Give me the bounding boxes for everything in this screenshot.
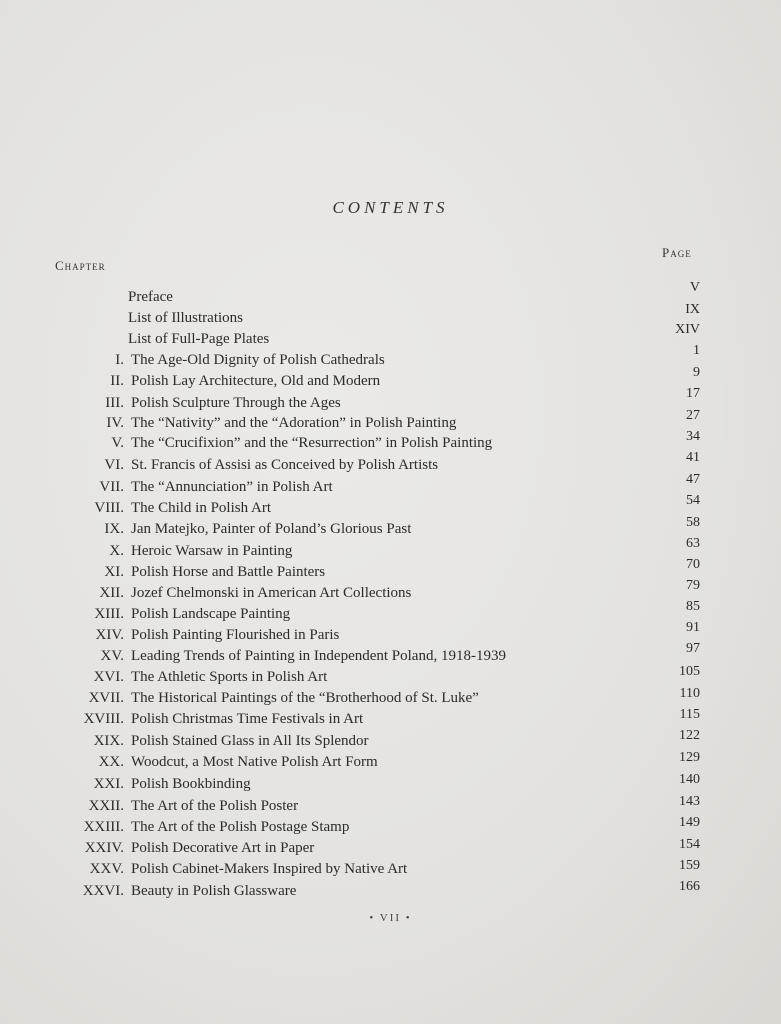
chapter-title: The “Annunciation” in Polish Art [131,479,333,495]
chapter-title: List of Illustrations [128,310,243,326]
page-number: 41 [686,450,700,465]
page-number: 79 [686,578,700,593]
chapter-number: IV. [106,415,124,431]
page-number: 54 [686,493,700,508]
chapter-number: XVII. [88,690,124,706]
page-number: 97 [686,641,700,656]
page-number: 91 [686,620,700,635]
chapter-title: Polish Stained Glass in All Its Splendor [131,733,369,749]
chapter-title: The Age-Old Dignity of Polish Cathedrals [131,352,385,368]
chapter-number: XXIII. [83,819,124,835]
page-number: V [689,280,700,295]
chapter-number: XI. [104,564,124,580]
contents-heading: CONTENTS [332,198,449,217]
page-number: 1 [693,343,700,358]
chapter-title: The “Nativity” and the “Adoration” in Polish Painting [131,415,457,431]
chapter-number: XVIII. [83,711,124,727]
chapter-number: XXV. [89,861,124,877]
chapter-number: X. [109,543,124,559]
chapter-title: Polish Decorative Art in Paper [131,840,315,856]
chapter-title: Polish Cabinet-Makers Inspired by Native Art [131,861,408,877]
chapter-title: Jan Matejko, Painter of Poland’s Glorious Past [131,521,412,537]
chapter-title: Polish Horse and Battle Painters [131,564,326,580]
chapter-title: The Athletic Sports in Polish Art [131,669,328,685]
page-number: 115 [679,707,700,722]
page-number: 58 [686,515,700,530]
page-number: 122 [679,728,700,743]
page-number: 34 [686,429,700,444]
chapter-number: XX. [98,754,124,770]
page-number: 143 [679,794,700,809]
chapter-number: XXI. [93,776,124,792]
page-column-header: Page [662,245,692,260]
page-number: 70 [686,557,700,572]
page-number-footer: • VII • [369,912,412,924]
page-number: XIV [675,322,700,337]
chapter-number: XIII. [94,606,124,622]
chapter-number: VI. [104,457,124,473]
page-number: 149 [679,815,700,830]
page-number: 159 [679,858,700,873]
chapter-number: XII. [99,585,124,601]
chapter-number: VII. [99,479,124,495]
chapter-number: V. [111,435,124,451]
page-number: 27 [686,408,700,423]
chapter-title: Polish Painting Flourished in Paris [131,627,340,643]
chapter-title: St. Francis of Assisi as Conceived by Polish Artists [131,457,439,473]
chapter-title: Preface [128,289,173,305]
page-number: 9 [693,365,700,380]
chapter-title: Leading Trends of Painting in Independent Poland, 1918-1939 [131,648,506,664]
chapter-column-header: Chapter [55,258,106,273]
page-number: 47 [686,472,700,487]
chapter-title: Beauty in Polish Glassware [131,883,297,899]
page-number: IX [685,302,700,317]
chapter-number: XIX. [93,733,124,749]
chapter-number: I. [115,352,124,368]
chapter-title: The Historical Paintings of the “Brotherhood of St. Luke” [131,690,479,706]
chapter-title: List of Full-Page Plates [128,331,270,347]
chapter-number: XXIV. [84,840,124,856]
page-number: 85 [686,599,700,614]
chapter-number: III. [105,395,124,411]
chapter-title: Polish Landscape Painting [131,606,291,622]
chapter-title: Polish Christmas Time Festivals in Art [131,711,364,727]
chapter-number: XXII. [88,798,124,814]
chapter-number: II. [110,373,124,389]
chapter-title: The Art of the Polish Poster [131,798,299,814]
page-number: 105 [679,664,700,679]
chapter-title: The “Crucifixion” and the “Resurrection” in Polish Painting [131,435,493,451]
page-number: 17 [686,386,700,401]
chapter-number: IX. [104,521,124,537]
page-number: 154 [679,837,700,852]
chapter-number: XV. [100,648,124,664]
chapter-title: Polish Bookbinding [131,776,251,792]
chapter-title: The Child in Polish Art [131,500,272,516]
page-number: 140 [679,772,700,787]
chapter-title: Polish Sculpture Through the Ages [131,395,341,411]
chapter-title: Heroic Warsaw in Painting [131,543,293,559]
page-number: 63 [686,536,700,551]
chapter-title: Polish Lay Architecture, Old and Modern [131,373,381,389]
chapter-title: Woodcut, a Most Native Polish Art Form [131,754,378,770]
chapter-title: The Art of the Polish Postage Stamp [131,819,350,835]
page-number: 110 [679,686,700,701]
chapter-number: XVI. [93,669,124,685]
chapter-number: VIII. [94,500,124,516]
chapter-number: XIV. [95,627,124,643]
chapter-title: Jozef Chelmonski in American Art Collections [131,585,412,601]
page-number: 166 [679,879,700,894]
chapter-number: XXVI. [82,883,124,899]
page-number: 129 [679,750,700,765]
